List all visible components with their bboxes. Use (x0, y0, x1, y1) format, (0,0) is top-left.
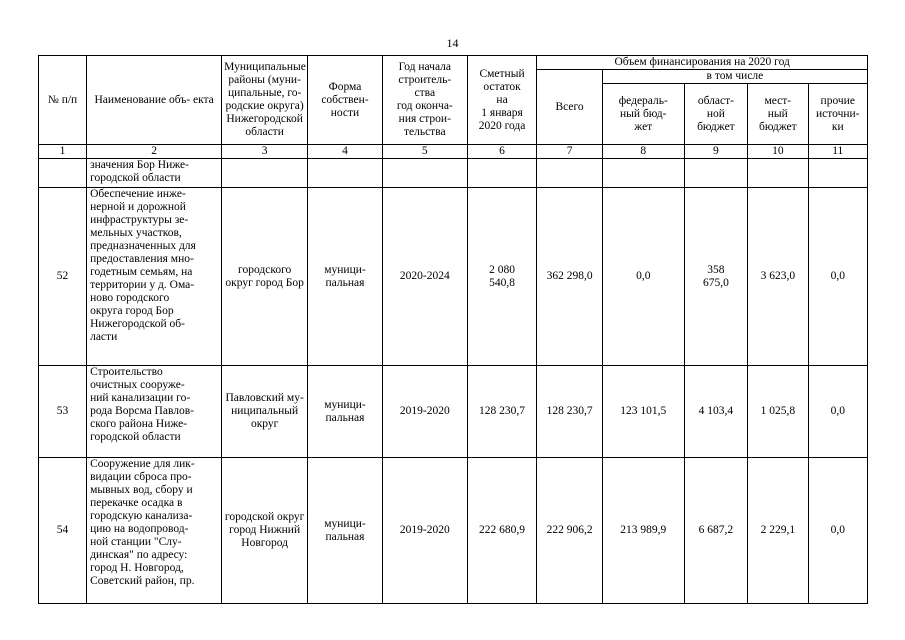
text-line: предназначенных для (90, 240, 196, 252)
text-line: бюджет (758, 120, 797, 133)
text-line: собствен- (321, 93, 369, 106)
object-name (87, 159, 222, 188)
col-number: 10 (748, 145, 808, 159)
text-line: 540,8 (489, 276, 515, 289)
header-ownership (308, 56, 383, 145)
regional-budget (684, 159, 747, 188)
federal-budget: 213 989,9 (602, 458, 684, 604)
estimated-balance (467, 188, 537, 366)
row-number: 52 (39, 188, 87, 366)
text-line: 4 103,4 (698, 405, 734, 417)
text-line: Нижегородской об- (90, 318, 185, 330)
header-federal (602, 84, 684, 145)
federal-budget (602, 159, 684, 188)
text-line: перекачке осадка в (90, 497, 183, 509)
construction-years: 2020-2024 (382, 188, 467, 366)
text-line: ново городского (90, 292, 170, 304)
financing-table (38, 55, 868, 604)
text-line: пальная (325, 530, 365, 543)
text-line: прочие (820, 94, 855, 107)
estimated-balance (467, 366, 537, 458)
text-line: динская" по адресу: (90, 549, 188, 561)
text-line: Форма (328, 80, 362, 93)
text-line: очистных сооруже- (90, 379, 185, 391)
table-header (39, 56, 868, 159)
text-line: 222 680,9 (479, 524, 526, 536)
text-line: строитель- (398, 74, 452, 86)
text-line: ципальные, го- (227, 87, 302, 99)
text-line: ниципальный (231, 405, 299, 417)
text-line: муници- (324, 398, 366, 411)
header-total: Всего (537, 70, 602, 145)
text-line: 6 687,2 (698, 524, 734, 536)
text-line: видации сброса про- (90, 471, 192, 483)
text-line: рода Ворсма Павлов- (90, 405, 194, 417)
header-num: № п/п (39, 56, 87, 145)
table-body (39, 159, 868, 604)
table-row (39, 188, 868, 366)
text-line: ности (330, 106, 360, 119)
col-number: 5 (382, 145, 467, 159)
header-years (382, 56, 467, 145)
text-line: Муниципальные (224, 61, 306, 73)
text-line: 2 080 (489, 263, 515, 276)
federal-budget: 123 101,5 (602, 366, 684, 458)
header-regional (684, 84, 747, 145)
text-line: Обеспечение инже- (90, 188, 186, 200)
text-line: ный (767, 107, 788, 120)
text-line: на (496, 93, 508, 106)
total-funding: 222 906,2 (537, 458, 602, 604)
col-number: 9 (684, 145, 747, 159)
col-number: 2 (87, 145, 222, 159)
text-line: Новгород (241, 537, 288, 549)
text-line: федераль- (618, 94, 668, 107)
page-number: 14 (446, 36, 459, 50)
text-line: Год начала (398, 61, 451, 73)
header-funding: Объем финансирования на 2020 год (537, 56, 868, 70)
regional-budget (684, 188, 747, 366)
text-line: источни- (815, 107, 860, 120)
col-number: 3 (222, 145, 308, 159)
text-line: 2020 года (478, 119, 526, 132)
header-district (222, 56, 308, 145)
object-name (87, 458, 222, 604)
total-funding: 128 230,7 (537, 366, 602, 458)
text-line: мест- (764, 94, 792, 107)
local-budget (748, 159, 808, 188)
federal-budget: 0,0 (602, 188, 684, 366)
district (222, 366, 308, 458)
col-number: 6 (467, 145, 537, 159)
ownership (308, 366, 383, 458)
text-line: ной (706, 107, 725, 120)
text-line: нерной и дорожной (90, 201, 186, 213)
text-line: годетным семьям, на (90, 266, 193, 278)
header-name: Наименование объ- екта (87, 56, 222, 145)
text-line: город Нижний (229, 524, 301, 536)
col-number: 4 (308, 145, 383, 159)
col-number: 1 (39, 145, 87, 159)
text-line: 128 230,7 (479, 405, 526, 417)
row-number: 54 (39, 458, 87, 604)
regional-budget (684, 458, 747, 604)
col-number: 7 (537, 145, 602, 159)
estimated-balance (467, 159, 537, 188)
total-funding (537, 159, 602, 188)
header-balance (467, 56, 537, 145)
text-line: ный бюд- (620, 107, 667, 120)
construction-years (382, 159, 467, 188)
text-line: 1 января (481, 106, 523, 119)
text-line: жет (634, 120, 653, 133)
text-line: Павловский му- (225, 392, 304, 404)
row-number (39, 159, 87, 188)
text-line: тельства (403, 126, 446, 138)
column-numbers-row (39, 145, 868, 159)
text-line: территории у д. Ома- (90, 279, 195, 291)
object-name (87, 366, 222, 458)
text-line: муници- (324, 517, 366, 530)
text-line: ласти (90, 331, 118, 343)
text-line: городского (238, 263, 292, 276)
header-local (748, 84, 808, 145)
district (222, 458, 308, 604)
text-line: город Н. Новгород, (90, 562, 184, 574)
text-line: городской области (90, 431, 181, 443)
text-line: Сооружение для лик- (90, 458, 195, 470)
text-line: предоставления мно- (90, 253, 194, 265)
text-line: родские округа) (225, 100, 304, 112)
text-line: Нижегородской (226, 113, 303, 125)
local-budget: 3 623,0 (748, 188, 808, 366)
text-line: пальная (325, 276, 365, 289)
table-row (39, 366, 868, 458)
text-line: цию на водопровод- (90, 523, 189, 535)
object-name (87, 188, 222, 366)
text-line: муници- (324, 263, 366, 276)
text-line: инфраструктуры зе- (90, 214, 189, 226)
construction-years: 2019-2020 (382, 458, 467, 604)
text-line: 358 (707, 263, 725, 276)
local-budget: 2 229,1 (748, 458, 808, 604)
ownership (308, 458, 383, 604)
text-line: ний канализации го- (90, 392, 191, 404)
text-line: бюджет (697, 120, 735, 133)
table-row (39, 159, 868, 188)
other-sources (808, 159, 868, 188)
text-line: ского района Ниже- (90, 418, 188, 430)
text-line: ния строи- (398, 113, 451, 125)
header-including: в том числе (602, 70, 867, 84)
estimated-balance (467, 458, 537, 604)
text-line: районы (муни- (228, 74, 301, 86)
col-number: 11 (808, 145, 868, 159)
text-line: округ (250, 418, 279, 430)
text-line: Сметный (479, 67, 525, 80)
text-line: ства (414, 87, 436, 99)
table-row (39, 458, 868, 604)
text-line: мывных вод, сбору и (90, 484, 193, 496)
district (222, 159, 308, 188)
text-line: области (245, 126, 284, 138)
text-line: област- (697, 94, 734, 107)
district (222, 188, 308, 366)
text-line: 675,0 (702, 276, 729, 289)
regional-budget (684, 366, 747, 458)
other-sources: 0,0 (808, 458, 868, 604)
text-line: пальная (325, 411, 365, 424)
ownership (308, 159, 383, 188)
other-sources: 0,0 (808, 188, 868, 366)
header-other (808, 84, 868, 145)
text-line: год оконча- (396, 100, 453, 112)
text-line: ной станции "Слу- (90, 536, 182, 548)
text-line: городскую канализа- (90, 510, 193, 522)
ownership (308, 188, 383, 366)
other-sources: 0,0 (808, 366, 868, 458)
text-line: Строительство (90, 366, 163, 378)
text-line: округ город Бор (225, 276, 304, 289)
text-line: ки (831, 120, 844, 133)
text-line: округа город Бор (90, 305, 174, 317)
text-line: значения Бор Ниже- (90, 159, 189, 171)
text-line: городской области (90, 172, 181, 184)
local-budget: 1 025,8 (748, 366, 808, 458)
text-line: мельных участков, (90, 227, 182, 239)
text-line: остаток (483, 80, 521, 93)
total-funding: 362 298,0 (537, 188, 602, 366)
text-line: городской округ (224, 511, 305, 523)
col-number: 8 (602, 145, 684, 159)
text-line: Советский район, пр. (90, 575, 195, 587)
construction-years: 2019-2020 (382, 366, 467, 458)
row-number: 53 (39, 366, 87, 458)
